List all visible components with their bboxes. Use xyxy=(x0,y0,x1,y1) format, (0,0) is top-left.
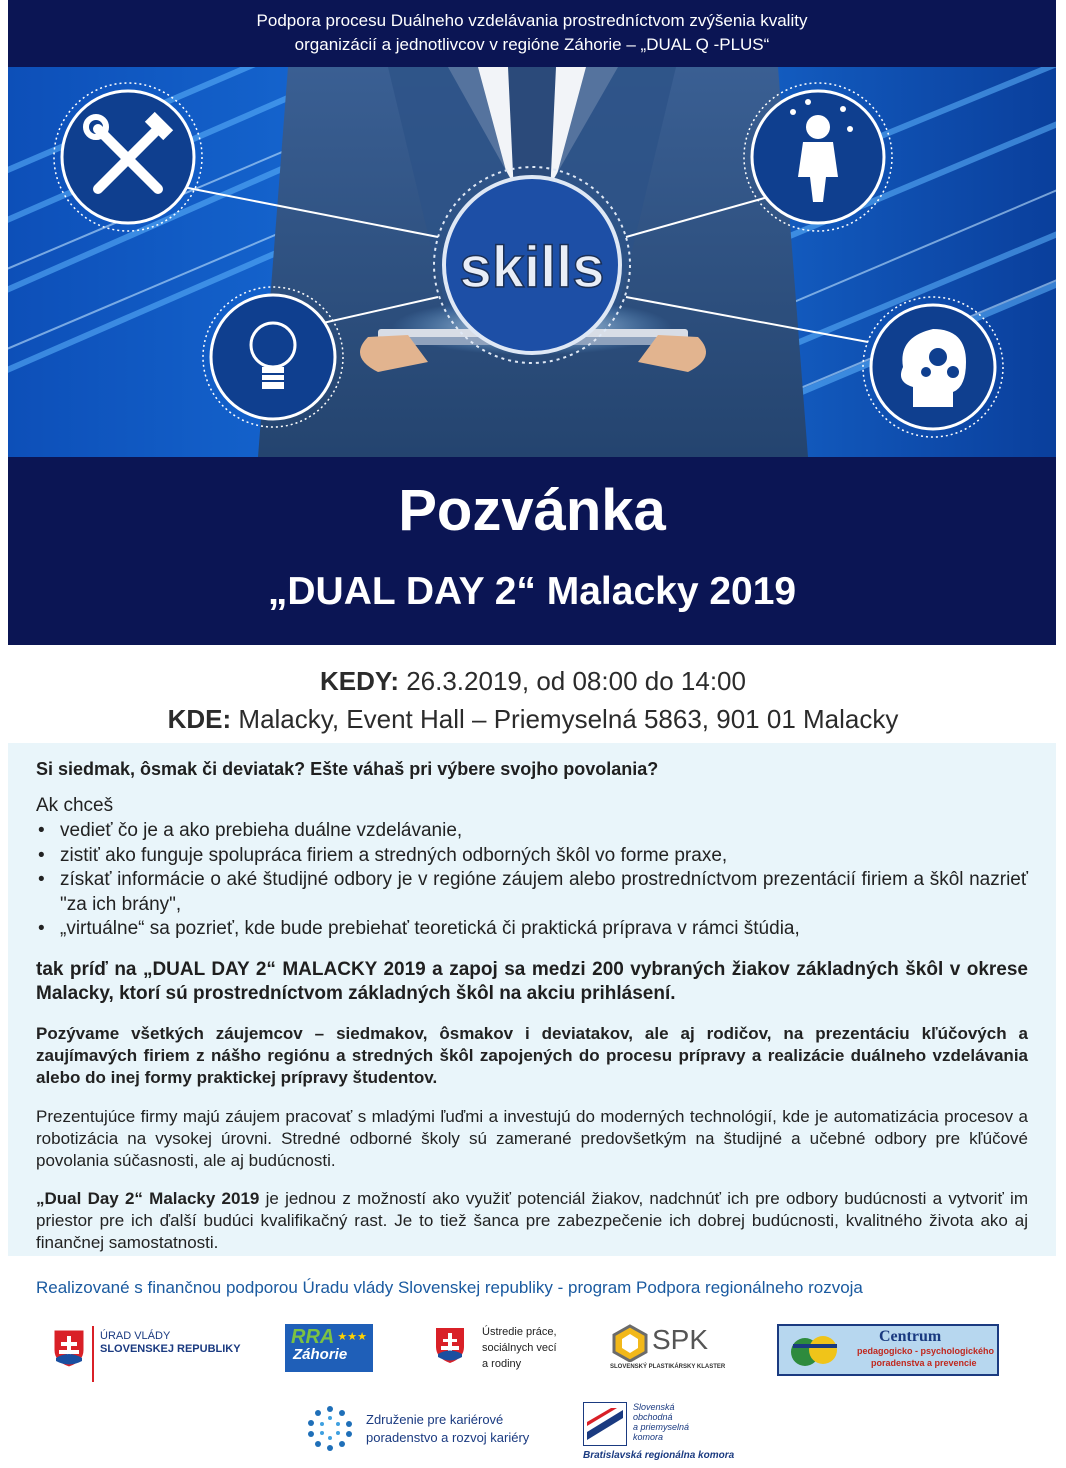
logo-spk xyxy=(608,1322,736,1378)
bullet-icon: • xyxy=(38,869,45,890)
spk-subtitle: SLOVENSKÝ PLASTIKÁRSKY KLASTER xyxy=(610,1364,726,1370)
intro-text: Ak chceš xyxy=(36,795,114,816)
skills-illustration xyxy=(8,67,1056,457)
slovak-coat-of-arms-icon xyxy=(52,1328,86,1368)
event-when xyxy=(0,665,1066,697)
logo-rra-zahorie xyxy=(285,1324,373,1372)
slovak-coat-of-arms-icon xyxy=(434,1326,466,1364)
where-label: KDE: xyxy=(167,704,232,734)
list-item: • získať informácie o aké študijné odbory je v regióne záujem alebo prostredníctvom prezentácií firiem a škôl nazrieť "za ich brány", xyxy=(38,869,1028,915)
zk-line2: poradenstvo a rozvoj kariéry xyxy=(366,1430,530,1445)
rra-line1: RRA xyxy=(291,1326,335,1348)
call-to-action: tak príď na „DUAL DAY 2“ MALACKY 2019 a zapoj sa medzi 200 vybraných žiakov základných škôl v okrese Malacky, ktorí sú prostredníctvom základných škôl na akciu prihlásení. xyxy=(36,959,1028,1004)
invitation-paragraph: Pozývame všetkých záujemcov – siedmakov, ôsmakov i deviatakov, ale aj rodičov, na prezentáciu kľúčových a zaujímavých firiem z nášho regiónu a stredných škôl zapojených do procesu prípravy a realizácie duálneho vzdelávania alebo do inej formy praktickej prípravy študentov. xyxy=(36,1024,1028,1087)
sopk-line2: obchodná xyxy=(633,1412,673,1422)
urad-line1: ÚRAD VLÁDY xyxy=(100,1330,171,1342)
upsvr-line2: sociálnych vecí xyxy=(482,1342,557,1354)
dots-circle-icon xyxy=(306,1404,354,1452)
upsvr-line3: a rodiny xyxy=(482,1358,522,1370)
sopk-line3: a priemyselná xyxy=(633,1422,690,1432)
project-title-line1: Podpora procesu Duálneho vzdelávania prostredníctvom zvýšenia kvality xyxy=(256,11,808,30)
logo-urad-vlady xyxy=(52,1326,252,1382)
event-where xyxy=(0,703,1066,735)
logo-sopk xyxy=(583,1400,743,1464)
spk-name: SPK xyxy=(652,1324,709,1355)
zk-line1: Združenie pre kariérové xyxy=(366,1412,504,1427)
when-label: KEDY: xyxy=(320,666,399,696)
when-value: 26.3.2019, od 08:00 do 14:00 xyxy=(398,666,746,696)
centrum-name: Centrum xyxy=(879,1328,942,1345)
centrum-line1: pedagogicko - psychologického xyxy=(857,1346,995,1356)
skills-photo xyxy=(8,67,1056,457)
rra-line2: Záhorie xyxy=(293,1346,348,1363)
bullet-icon: • xyxy=(38,918,45,939)
centrum-line2: poradenstva a prevencie xyxy=(871,1358,977,1368)
sopk-name: Bratislavská regionálna komora xyxy=(583,1450,735,1461)
bullet-icon: • xyxy=(38,820,45,841)
logo-zdruzenie-kariera xyxy=(306,1404,536,1452)
list-item: • zistiť ako funguje spolupráca firiem a stredných odborných škôl vo forme praxe, xyxy=(36,844,1028,869)
info-box xyxy=(8,743,1056,1256)
closing-rest: je jednou z možností ako využiť potenciál žiakov, nadchnúť ich pre odbory budúcnosti a vytvoriť im priestor pre ich ďalší budúci kvalifikačný rast. Je to tiež šanca pre zabezpečenie ich dobrej budúcnosti, kvalitného života ako aj finančnej samostatnosti. xyxy=(36,1189,1028,1252)
funding-note: Realizované s finančnou podporou Úradu vlády Slovenskej republiky - program Podpora regionálneho rozvoja xyxy=(36,1278,863,1297)
closing-paragraph xyxy=(36,1188,1028,1254)
urad-line2: SLOVENSKEJ REPUBLIKY xyxy=(100,1343,241,1355)
logo-upsvr xyxy=(434,1324,574,1380)
centrum-emblem-icon xyxy=(785,1330,845,1370)
spk-hexagon-icon xyxy=(612,1324,648,1362)
sopk-line1: Slovenská xyxy=(633,1402,675,1412)
bullet-icon: • xyxy=(38,844,45,866)
eu-stars-icon: ★★★ xyxy=(337,1331,367,1343)
list-item: • „virtuálne“ sa pozrieť, kde bude prebiehať teoretická či praktická príprava v rámci štúdia, xyxy=(36,917,1028,942)
skills-label: skills xyxy=(459,235,605,300)
logo-centrum xyxy=(777,1324,999,1376)
closing-bold: „Dual Day 2“ Malacky 2019 xyxy=(36,1189,260,1208)
event-title: „DUAL DAY 2“ Malacky 2019 xyxy=(267,570,797,613)
list-item: • vedieť čo je a ako prebieha duálne vzdelávanie, xyxy=(36,819,1028,844)
sopk-line4: komora xyxy=(633,1432,664,1442)
header-banner xyxy=(8,0,1056,645)
sopk-emblem-icon xyxy=(583,1402,627,1446)
invitation-title: Pozvánka xyxy=(398,478,666,543)
where-value: Malacky, Event Hall – Priemyselná 5863, 901 01 Malacky xyxy=(231,704,899,734)
firms-paragraph: Prezentujúce firmy majú záujem pracovať s mladými ľuďmi a investujú do moderných technológií, kde je automatizácia procesov a robotizácia na vysokej úrovni. Stredné odborné školy sú zamerané predovšetkým na študijné a učebné odbory pre kľúčové povolania súčasnosti, ale aj budúcnosti. xyxy=(36,1107,1028,1170)
benefit-list xyxy=(36,819,1028,942)
upsvr-line1: Ústredie práce, xyxy=(482,1326,557,1338)
project-title-line2: organizácií a jednotlivcov v regióne Záhorie – „DUAL Q -PLUS“ xyxy=(294,35,770,54)
question-heading: Si siedmak, ôsmak či deviatak? Ešte váhaš pri výbere svojho povolania? xyxy=(36,759,659,779)
